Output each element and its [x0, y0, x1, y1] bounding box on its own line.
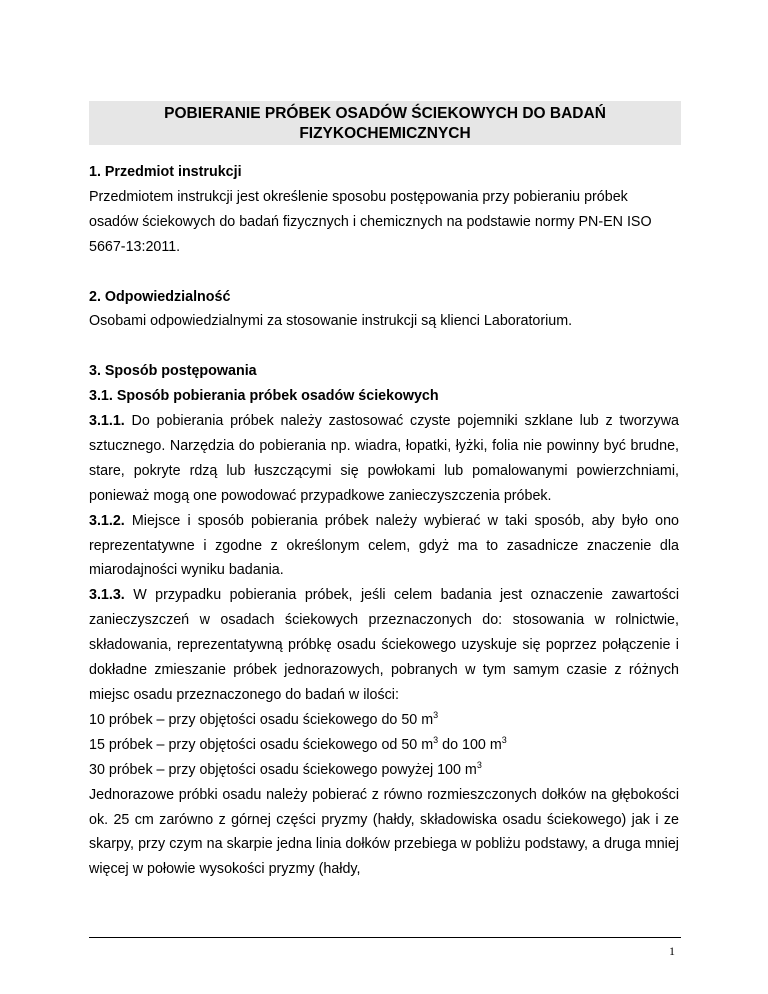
paragraph-text: W przypadku pobierania próbek, jeśli celem badania jest oznaczenie zawartości zanieczyszczeń w osadach ściekowych przeznaczonych do: stosowania w rolnictwie, składowania, reprezentatywną próbkę osadu ściekowego uzyskuje się poprzez połączenie i dokładne zmieszanie próbek jednorazowych, pobranych w tym samym czasie z różnych miejsc osadu przeznaczonego do badań w ilości: — [89, 587, 679, 703]
section-1-text: Przedmiotem instrukcji jest określenie sposobu postępowania przy pobieraniu próbek osadów ściekowych do badań fizycznych i chemicznych na podstawie normy PN-EN ISO 5667-13:2011. — [89, 188, 652, 255]
closing-paragraph: Jednorazowe próbki osadu należy pobierać z równo rozmieszczonych dołków na głębokości ok. 25 cm zarówno z górnej części pryzmy (hałdy, składowiska osadu ściekowego) jak i ze skarpy, przy czym na skarpie jedna linia dołków przebiega w pobliżu podstawy, a druga mniej więcej w połowie wysokości pryzmy (hałdy, — [89, 786, 679, 878]
spacer — [89, 334, 679, 359]
paragraph-3-1-1 — [89, 409, 679, 509]
paragraph-text: Do pobierania próbek należy zastosować czyste pojemniki szklane lub z tworzywa sztucznego. Narzędzia do pobierania np. wiadra, łopatki, łyżki, folia nie powinny być brudne, stare, pokryte rdzą lub łuszczącymi się powłokami lub pomalowanymi powierzchniami, ponieważ mogą one powodować przypadkowe zanieczyszczenia próbek. — [89, 413, 679, 504]
paragraph-number: 3.1.2. — [89, 512, 125, 529]
section-1-heading: 1. Przedmiot instrukcji — [89, 164, 242, 180]
sample-count-line-3: 30 próbek – przy objętości osadu ściekowego powyżej 100 $m^3$ — [89, 759, 482, 778]
paragraph-3-1-3 — [89, 583, 679, 708]
paragraph-number: 3.1.3. — [89, 587, 125, 604]
paragraph-number: 3.1.1. — [89, 413, 125, 430]
section-2-heading: 2. Odpowiedzialność — [89, 288, 231, 305]
page-number: 1 — [669, 944, 675, 958]
title-line-1: POBIERANIE PRÓBEK OSADÓW ŚCIEKOWYCH DO BADAŃ — [164, 105, 606, 122]
title-line-2: FIZYKOCHEMICZNYCH — [299, 125, 471, 142]
document-body — [89, 160, 679, 882]
spacer — [89, 260, 679, 285]
section-2-text: Osobami odpowiedzialnymi za stosowanie instrukcji są klienci Laboratorium. — [89, 313, 573, 330]
footer-divider — [89, 937, 681, 938]
paragraph-3-1-2 — [89, 509, 679, 584]
sample-count-line-1: 10 próbek – przy objętości osadu ściekowego do 50 $m^3$ — [89, 709, 439, 728]
section-3-1-heading: 3.1. Sposób pobierania próbek osadów ściekowych — [89, 388, 439, 405]
sample-count-line-2: 15 próbek – przy objętości osadu ściekowego od 50 $m^3$ do 100 $m^3$ — [89, 734, 507, 753]
paragraph-text: Miejsce i sposób pobierania próbek należy wybierać w taki sposób, aby było ono reprezentatywne i zgodne z określonym celem, gdyż ma to zasadnicze znaczenie dla miarodajności wyniku badania. — [89, 512, 679, 579]
section-3-heading: 3. Sposób postępowania — [89, 363, 257, 380]
document-title — [89, 101, 681, 145]
